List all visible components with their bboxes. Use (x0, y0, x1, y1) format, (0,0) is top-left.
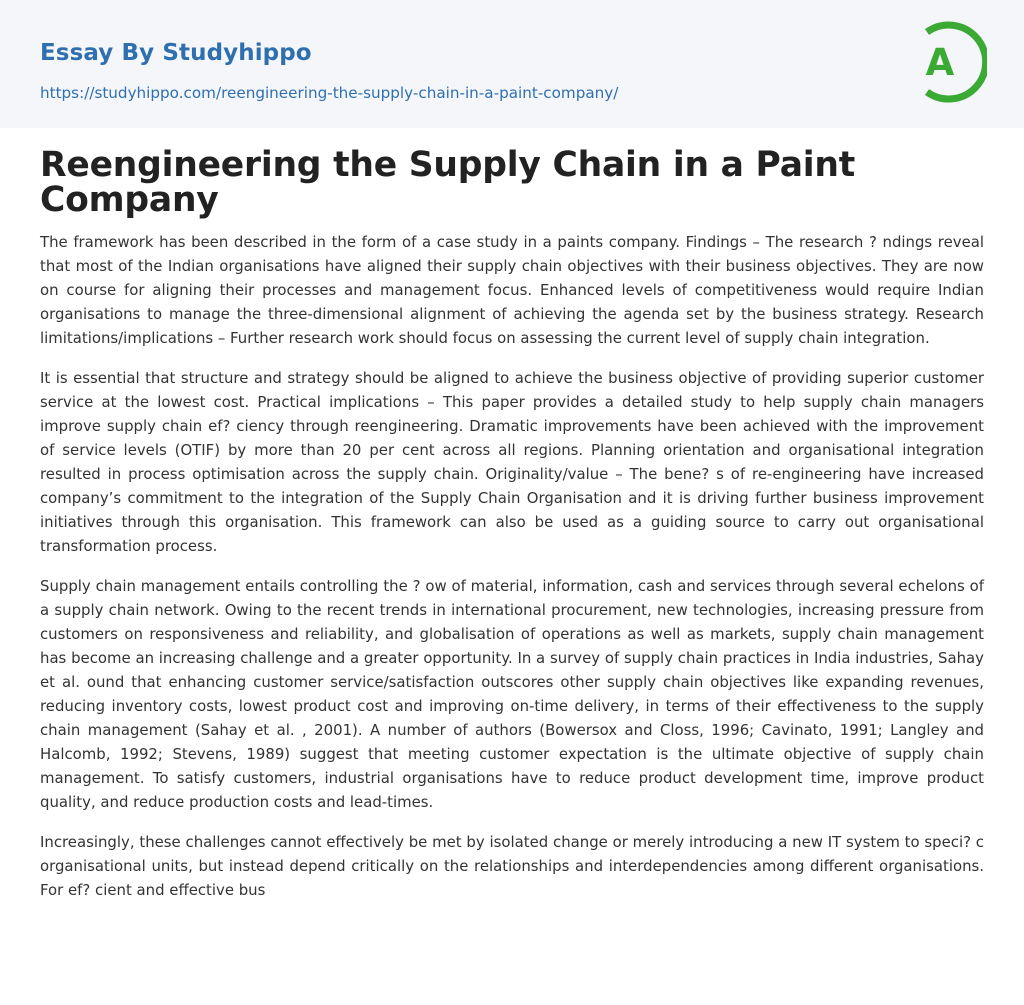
paragraph-3: Supply chain management entails controlling the ? ow of material, information, cash and services through several echelons of a supply chain network. Owing to the recent trends in international procurement, new technologies, increasing pressure from customers on responsiveness and reliability, and globalisation of operations as well as markets, supply chain management has become an increasing challenge and a greater opportunity. In a survey of supply chain practices in India industries, Sahay et al. ound that enhancing customer service/satisfaction outscores other supply chain objectives like expanding revenues, reducing inventory costs, lowest product cost and improving on-time delivery, in terms of their effectiveness to the supply chain management (Sahay et al. , 2001). A number of authors (Bowersox and Closs, 1996; Cavinato, 1991; Langley and Halcomb, 1992; Stevens, 1989) suggest that meeting customer expectation is the ultimate objective of supply chain management. To satisfy customers, industrial organisations have to reduce product development time, improve product quality, and reduce production costs and lead-times. (40, 577, 984, 811)
site-brand[interactable]: Essay By Studyhippo (40, 40, 312, 66)
logo-letter: A (925, 41, 955, 84)
page-title: Reengineering the Supply Chain in a Paint Company (40, 145, 856, 220)
studyhippo-logo-icon[interactable] (911, 19, 987, 105)
essay-url-link[interactable]: https://studyhippo.com/reengineering-the-supply-chain-in-a-paint-company/ (40, 84, 619, 102)
site-header (0, 0, 1024, 128)
paragraph-4: Increasingly, these challenges cannot effectively be met by isolated change or merely introducing a new IT system to speci? c organisational units, but instead depend critically on the relationships and interdependencies among different organisations. For ef? cient and effective bus (40, 833, 984, 899)
paragraph-2: It is essential that structure and strategy should be aligned to achieve the business objective of providing superior customer service at the lowest cost. Practical implications – This paper provides a detailed study to help supply chain managers improve supply chain ef? ciency through reengineering. Dramatic improvements have been achieved with the improvement of service levels (OTIF) by more than 20 per cent across all regions. Planning orientation and organisational integration resulted in process optimisation across the supply chain. Originality/value – The bene? s of re-engineering have increased company’s commitment to the integration of the Supply Chain Organisation and it is driving further business improvement initiatives through this organisation. This framework can also be used as a guiding source to carry out organisational transformation process. (40, 369, 984, 555)
paragraph-1: The framework has been described in the form of a case study in a paints company. Findings – The research ? ndings reveal that most of the Indian organisations have aligned their supply chain objectives with their business objectives. They are now on course for aligning their processes and management focus. Enhanced levels of competitiveness would require Indian organisations to manage the three-dimensional alignment of achieving the agenda set by the business strategy. Research limitations/implications – Further research work should focus on assessing the current level of supply chain integration. (40, 233, 984, 347)
article (0, 145, 1024, 902)
